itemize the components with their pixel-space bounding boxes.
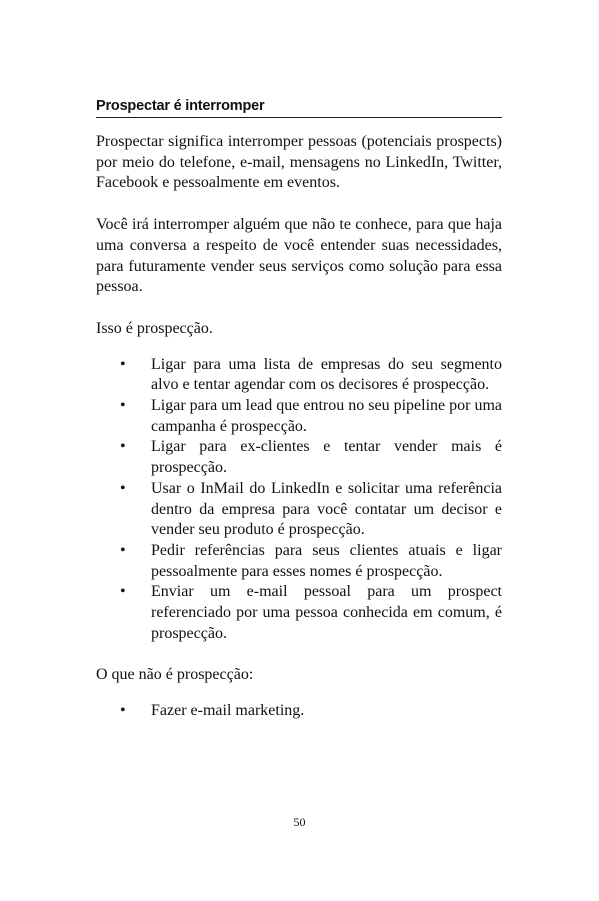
page-number: 50 (293, 815, 306, 829)
bullet-icon: • (120, 355, 126, 373)
bullet-icon: • (120, 397, 126, 415)
not-prospecting-list (96, 701, 502, 722)
not-prospecting-intro: O que não é prospecção: (96, 666, 254, 684)
list-item-text: Pedir referências para seus clientes atuais e ligar pessoalmente para esses nomes é prospecção. (151, 541, 502, 580)
list-item (96, 541, 502, 582)
list-item (96, 701, 502, 722)
section-heading: Prospectar é interromper (96, 97, 502, 118)
list-item-text: Ligar para ex-clientes e tentar vender mais é prospecção. (151, 438, 502, 477)
list-item (96, 582, 502, 644)
bullet-icon: • (120, 479, 126, 497)
list-item-text: Enviar um e-mail pessoal para um prospect referenciado por uma pessoa conhecida em comum, é prospecção. (151, 583, 502, 642)
prospecting-examples-list (96, 355, 502, 645)
list-item (96, 396, 502, 437)
list-item-text: Fazer e-mail marketing. (151, 702, 305, 720)
paragraph-explanation: Você irá interromper alguém que não te conhece, para que haja uma conversa a respeito de você entender suas necessidades, para futuramente vender seus serviços como solução para essa pessoa. (96, 216, 502, 296)
paragraph-summary: Isso é prospecção. (96, 319, 213, 337)
list-item-text: Ligar para uma lista de empresas do seu segmento alvo e tentar agendar com os decisores é prospecção. (151, 355, 502, 394)
list-item-text: Ligar para um lead que entrou no seu pipeline por uma campanha é prospecção. (151, 397, 502, 435)
paragraph-definition: Prospectar significa interromper pessoas (potenciais prospects) por meio do telefone, e-mail, mensagens no LinkedIn, Twitter, Facebook e pessoalmente em eventos. (96, 133, 502, 192)
page-content (96, 97, 502, 743)
bullet-icon: • (120, 438, 126, 456)
list-item-text: Usar o InMail do LinkedIn e solicitar uma referência dentro da empresa para você contatar um decisor e vender seu produto é prospecção. (151, 479, 502, 539)
list-item (96, 355, 502, 396)
bullet-icon: • (120, 702, 126, 720)
list-item (96, 479, 502, 541)
bullet-icon: • (120, 583, 126, 601)
list-item (96, 437, 502, 478)
bullet-icon: • (120, 541, 126, 559)
